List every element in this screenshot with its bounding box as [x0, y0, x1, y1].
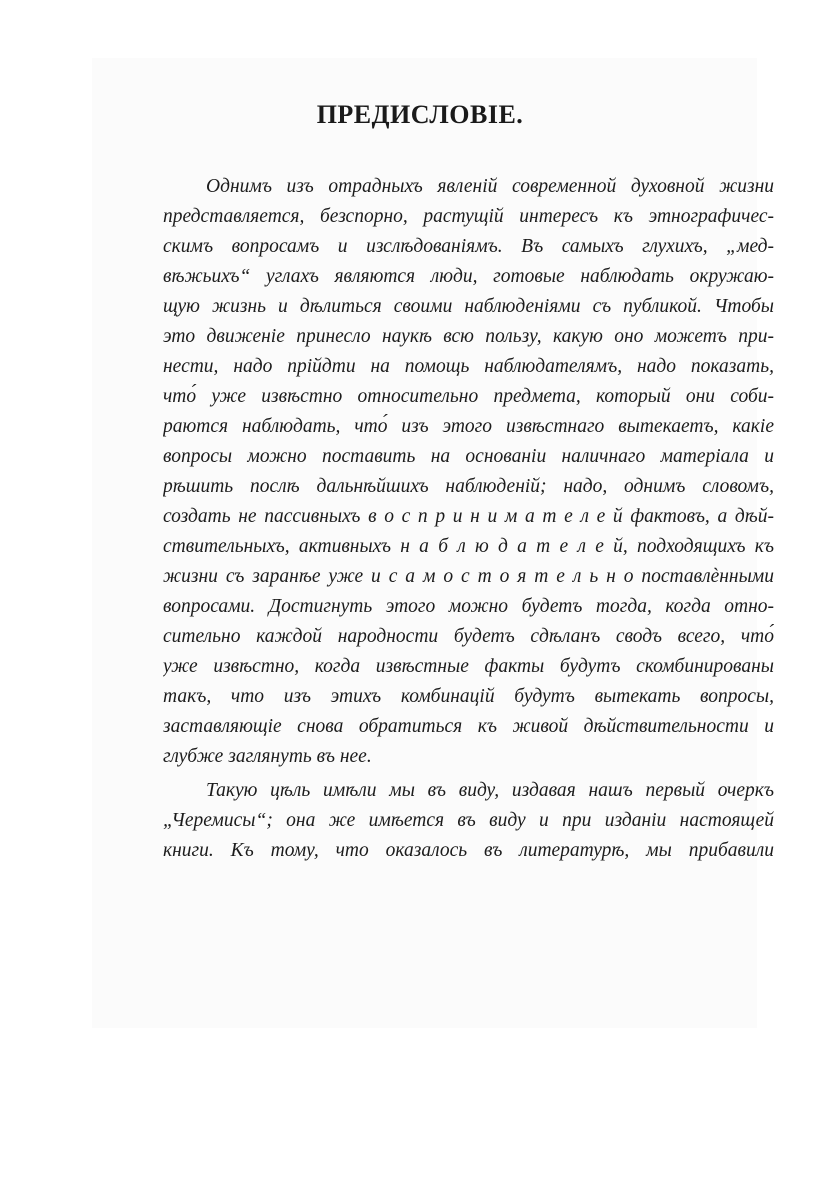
text-line: Однимъ изъ отрадныхъ явленій современной духовной жизни [206, 176, 774, 197]
text-line: раются наблюдать, что́ изъ этого извѣстнаго вытекаетъ, какіе [163, 416, 774, 437]
text-line: уже извѣстно, когда извѣстные факты будутъ скомбинированы [163, 656, 774, 677]
text-line: сительно каждой народности будетъ сдѣланъ сводъ всего, что́ [163, 626, 774, 647]
text-line: вѣжьихъ“ углахъ являются люди, готовые наблюдать окружаю- [163, 266, 774, 287]
text-line: Такую цѣль имѣли мы въ виду, издавая нашъ первый очеркъ [206, 780, 774, 801]
page-title: ПРЕДИСЛОВІЕ. [316, 100, 524, 129]
text-line: вопросы можно поставить на основаніи наличнаго матеріала и [163, 446, 774, 467]
text-line: рѣшить послѣ дальнѣйшихъ наблюденій; надо, однимъ словомъ, [163, 476, 774, 497]
text-line: щую жизнь и дѣлиться своими наблюденіями съ публикой. Чтобы [163, 296, 774, 317]
text-line: книги. Къ тому, что оказалось въ литературѣ, мы прибавили [163, 840, 774, 861]
text-line: „Черемисы“; она же имѣется въ виду и при изданіи настоящей [163, 810, 774, 831]
text-line: что́ уже извѣстно относительно предмета, который они соби- [163, 386, 774, 407]
text-line: жизни съ заранѣе уже и с а м о с т о я т е л ь н о поставлѐнными [163, 566, 774, 587]
text-line: создать не пассивныхъ в о с п р и н и м а т е л е й фактовъ, а дѣй- [163, 506, 774, 527]
text-line: представляется, безспорно, растущій интересъ къ этнографичес- [163, 206, 774, 227]
text-line: глубже заглянуть въ нее. [163, 746, 372, 767]
text-line: такъ, что изъ этихъ комбинацій будутъ вытекать вопросы, [163, 686, 774, 707]
text-line: вопросами. Достигнуть этого можно будетъ тогда, когда отно- [163, 596, 774, 617]
text-line: скимъ вопросамъ и изслѣдованіямъ. Въ самыхъ глухихъ, „мед- [163, 236, 774, 257]
text-line: нести, надо прійдти на помощь наблюдателямъ, надо показать, [163, 356, 774, 377]
text-line: ствительныхъ, активныхъ н а б л ю д а т е л е й, подходящихъ къ [163, 536, 774, 557]
text-line: заставляющіе снова обратиться къ живой дѣйствительности и [163, 716, 774, 737]
text-line: это движеніе принесло наукѣ всю пользу, какую оно можетъ при- [163, 326, 774, 347]
